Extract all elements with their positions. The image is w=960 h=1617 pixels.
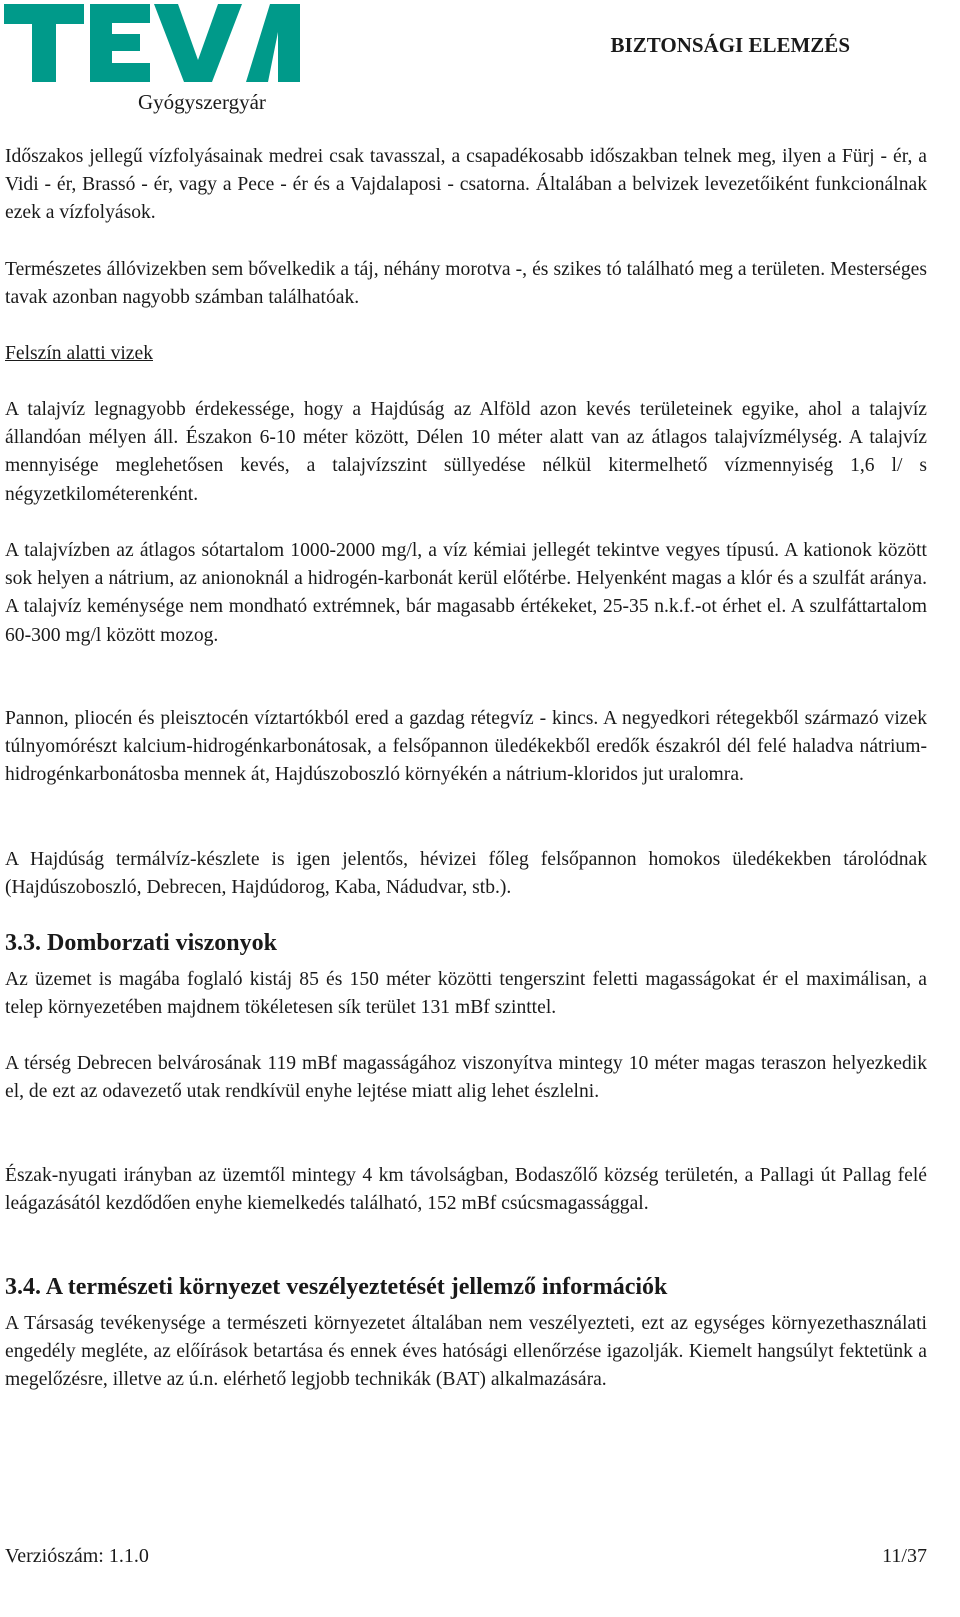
paragraph-thermal-water: A Hajdúság termálvíz-készlete is igen jelentős, hévizei főleg felsőpannon homokos üledékekben tárolódnak (Hajdúszoboszló, Debrecen, Hajdúdorog, Kaba, Nádudvar, stb.). xyxy=(5,849,927,899)
teva-logo xyxy=(4,4,300,82)
paragraph-watercourses: Időszakos jellegű vízfolyásainak medrei csak tavasszal, a csapadékosabb időszakban telnek meg, ilyen a Fürj - ér, a Vidi - ér, Brassó - ér, vagy a Pece - ér és a Vajdalaposi - csatorna. Általában a belvizek levezetőiként funkcionálnak ezek a vízfolyások. xyxy=(5,146,927,224)
paragraph-elevation-northwest: Észak-nyugati irányban az üzemtől mintegy 4 km távolságban, Bodaszőlő község területén, a Pallagi út Pallag felé leágazásától kezdődően enyhe kiemelkedés található, 152 mBf csúcsmagassággal. xyxy=(5,1165,927,1215)
section-heading-environment-risk xyxy=(5,1272,667,1302)
paragraph-stratum-water: Pannon, pliocén és pleisztocén víztartókból ered a gazdag rétegvíz - kincs. A negyedkori rétegekből származó vizek túlnyomórészt kalcium-hidrogénkarbonátosak, a felsőpannon üledékekből eredők északról dél felé haladva nátrium-hidrogénkarbonátosba mennek át, Hajdúszoboszló környékén a nátrium-kloridos jut uralomra. xyxy=(5,708,927,786)
paragraph-salt-content: A talajvízben az átlagos sótartalom 1000-2000 mg/l, a víz kémiai jellegét tekintve vegyes típusú. A kationok között sok helyen a nátrium, az anionoknál a hidrogén-karbonát kerül előtérbe. Helyenként magas a klór és a szulfát aránya. A talajvíz keménysége nem mondható extrémnek, bár magasabb értékeket, 25-35 n.k.f.-ot érhet el. A szulfáttartalom 60-300 mg/l között mozog. xyxy=(5,540,927,646)
document-title: BIZTONSÁGI ELEMZÉS xyxy=(610,33,850,57)
subheading-groundwater: Felszín alatti vizek xyxy=(5,343,153,364)
section-title: A természeti környezet veszélyeztetését jellemző információk xyxy=(45,1274,668,1300)
paragraph-terrace: A térség Debrecen belvárosának 119 mBf magasságához viszonyítva mintegy 10 méter magas teraszon helyezkedik el, de ezt az odavezető utak rendkívül enyhe lejtése miatt alig lehet észlelni. xyxy=(5,1053,927,1103)
section-number: 3.4. xyxy=(5,1274,41,1300)
section-number: 3.3. xyxy=(5,930,41,956)
footer-version: Verziószám: 1.1.0 xyxy=(5,1545,149,1567)
paragraph-standing-waters: Természetes állóvizekben sem bővelkedik a táj, néhány morotva -, és szikes tó található meg a területen. Mesterséges tavak azonban nagyobb számban találhatóak. xyxy=(5,259,927,309)
footer-page-number: 11/37 xyxy=(882,1545,927,1567)
section-heading-topography xyxy=(5,928,277,958)
paragraph-company-activity: A Társaság tevékenysége a természeti környezetet általában nem veszélyezteti, ezt az egységes környezethasználati engedély megléte, az előírások betartása és ennek éves hatósági ellenőrzése igazolják. Kiemelt hangsúlyt fektetünk a megelőzésre, illetve az ú.n. elérhető legjobb technikák (BAT) alkalmazására. xyxy=(5,1313,927,1391)
company-name: Gyógyszergyár xyxy=(138,90,266,114)
section-title: Domborzati viszonyok xyxy=(47,930,277,956)
paragraph-elevation: Az üzemet is magába foglaló kistáj 85 és 150 méter közötti tengerszint feletti magasságokat ér el maximálisan, a telep környezetében majdnem tökéletesen sík terület 131 mBf szinttel. xyxy=(5,969,927,1019)
paragraph-groundwater-depth: A talajvíz legnagyobb érdekessége, hogy a Hajdúság az Alföld azon kevés területeinek egyike, ahol a talajvíz állandóan mélyen áll. Északon 6-10 méter között, Délen 10 méter alatt van az átlagos talajvízmélység. A talajvíz mennyisége meglehetősen kevés, a talajvízszint süllyedése nélkül kitermelhető vízmennyiség 1,6 l/ s négyzetkilométerenként. xyxy=(5,399,927,505)
teva-logo-mark xyxy=(4,4,300,82)
